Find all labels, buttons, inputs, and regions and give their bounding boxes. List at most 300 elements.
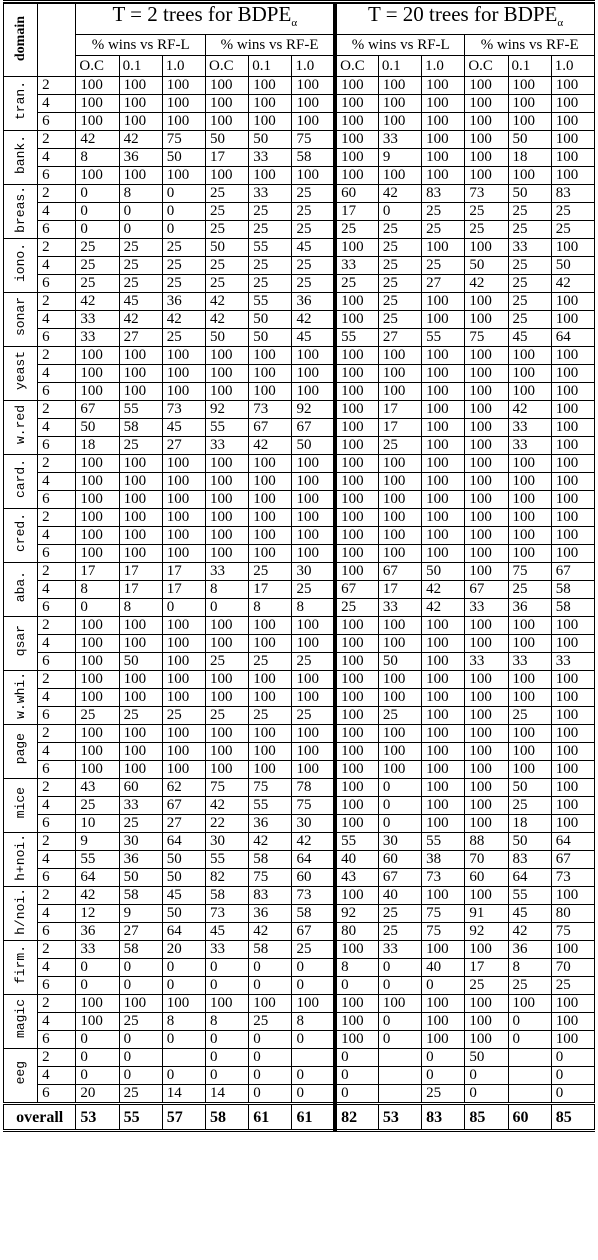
value-cell: 100: [76, 95, 119, 113]
value-cell: 25: [422, 203, 465, 221]
value-cell: 27: [119, 923, 162, 941]
value-cell: 100: [551, 1013, 594, 1031]
value-cell: 0: [508, 1013, 551, 1031]
value-cell: 100: [206, 347, 249, 365]
value-cell: 0: [292, 959, 335, 977]
value-cell: 100: [335, 167, 378, 185]
value-cell: 100: [335, 725, 378, 743]
value-cell: 100: [551, 131, 594, 149]
value-cell: 100: [335, 527, 378, 545]
value-cell: 100: [378, 491, 421, 509]
table-row: [4, 113, 595, 131]
value-cell: 25: [119, 275, 162, 293]
value-cell: [508, 1067, 551, 1085]
value-cell: 100: [422, 437, 465, 455]
value-cell: 55: [249, 293, 292, 311]
value-cell: 100: [422, 383, 465, 401]
domain-cell: [4, 671, 38, 725]
value-cell: 8: [292, 1013, 335, 1031]
value-cell: 58: [206, 887, 249, 905]
table-row: [4, 419, 595, 437]
value-cell: 100: [292, 725, 335, 743]
value-cell: 100: [76, 491, 119, 509]
value-cell: 100: [378, 347, 421, 365]
domain-name: w.red: [12, 405, 28, 445]
value-cell: 100: [422, 743, 465, 761]
value-cell: 20: [76, 1085, 119, 1104]
value-cell: 17: [206, 149, 249, 167]
value-cell: 64: [551, 833, 594, 851]
value-cell: 100: [249, 383, 292, 401]
subgroup-t2-rfl: % wins vs RF-L: [76, 35, 206, 56]
value-cell: 25: [422, 221, 465, 239]
depth-cell: 2: [38, 617, 76, 635]
value-cell: 33: [378, 599, 421, 617]
overall-value: 57: [162, 1104, 205, 1131]
value-cell: 100: [465, 545, 508, 563]
value-cell: 100: [249, 347, 292, 365]
table-row: [4, 383, 595, 401]
value-cell: 100: [508, 113, 551, 131]
value-cell: 0: [162, 1067, 205, 1085]
value-cell: 100: [162, 545, 205, 563]
table-row: [4, 527, 595, 545]
value-cell: 100: [378, 671, 421, 689]
table-row: [4, 185, 595, 203]
value-cell: 80: [335, 923, 378, 941]
value-cell: 58: [249, 851, 292, 869]
table-row: [4, 509, 595, 527]
value-cell: 30: [292, 815, 335, 833]
value-cell: 100: [465, 779, 508, 797]
value-cell: 100: [249, 95, 292, 113]
value-cell: 100: [119, 689, 162, 707]
value-cell: 25: [119, 1085, 162, 1104]
value-cell: 8: [292, 599, 335, 617]
value-cell: 100: [335, 689, 378, 707]
subgroup-t20-rfl: % wins vs RF-L: [335, 35, 465, 56]
value-cell: 25: [162, 275, 205, 293]
depth-cell: 4: [38, 635, 76, 653]
value-cell: 25: [378, 275, 421, 293]
value-cell: 100: [162, 365, 205, 383]
value-cell: 17: [378, 419, 421, 437]
value-cell: 100: [465, 761, 508, 779]
value-cell: 100: [76, 1013, 119, 1031]
value-cell: 100: [76, 527, 119, 545]
value-cell: 25: [249, 275, 292, 293]
value-cell: 100: [378, 167, 421, 185]
value-cell: 100: [292, 509, 335, 527]
value-cell: 100: [335, 653, 378, 671]
depth-cell: 4: [38, 311, 76, 329]
value-cell: 25: [249, 257, 292, 275]
value-cell: 55: [335, 329, 378, 347]
subcolumn-header: 1.0: [551, 56, 594, 77]
value-cell: 100: [465, 239, 508, 257]
table-row: [4, 941, 595, 959]
value-cell: 45: [508, 905, 551, 923]
value-cell: 100: [162, 725, 205, 743]
value-cell: 100: [422, 761, 465, 779]
value-cell: 100: [76, 365, 119, 383]
value-cell: 100: [162, 347, 205, 365]
table-row: [4, 851, 595, 869]
value-cell: 100: [292, 743, 335, 761]
value-cell: 67: [292, 923, 335, 941]
depth-cell: 6: [38, 653, 76, 671]
value-cell: 0: [292, 1067, 335, 1085]
depth-cell: 2: [38, 1049, 76, 1067]
table-row: [4, 311, 595, 329]
value-cell: 100: [465, 995, 508, 1013]
depth-cell: 4: [38, 743, 76, 761]
value-cell: 100: [206, 671, 249, 689]
value-cell: 100: [508, 725, 551, 743]
table-row: [4, 779, 595, 797]
value-cell: 50: [162, 851, 205, 869]
value-cell: 25: [335, 599, 378, 617]
table-row: [4, 239, 595, 257]
value-cell: 50: [551, 257, 594, 275]
depth-cell: 2: [38, 185, 76, 203]
value-cell: 100: [292, 167, 335, 185]
table-row: [4, 221, 595, 239]
table-row: [4, 833, 595, 851]
overall-row: [4, 1104, 595, 1131]
value-cell: 100: [508, 671, 551, 689]
value-cell: 0: [551, 1085, 594, 1104]
value-cell: 100: [119, 761, 162, 779]
value-cell: 50: [378, 653, 421, 671]
group-header-t20-label: T = 20 trees for BDPE: [368, 3, 558, 26]
value-cell: 91: [465, 905, 508, 923]
value-cell: 0: [206, 977, 249, 995]
value-cell: 42: [551, 275, 594, 293]
value-cell: 100: [422, 77, 465, 95]
value-cell: 100: [249, 761, 292, 779]
value-cell: 100: [551, 419, 594, 437]
value-cell: 25: [292, 275, 335, 293]
table-row: [4, 203, 595, 221]
value-cell: 100: [292, 491, 335, 509]
value-cell: 25: [76, 707, 119, 725]
value-cell: 36: [119, 149, 162, 167]
domain-name: yeast: [12, 351, 28, 391]
value-cell: 42: [422, 599, 465, 617]
table-row: [4, 905, 595, 923]
value-cell: 67: [378, 869, 421, 887]
value-cell: 33: [465, 653, 508, 671]
value-cell: 40: [335, 851, 378, 869]
table-row: [4, 1067, 595, 1085]
value-cell: 55: [335, 833, 378, 851]
domain-name: sonar: [12, 297, 28, 337]
domain-cell: [4, 725, 38, 779]
value-cell: 73: [551, 869, 594, 887]
overall-value: 53: [378, 1104, 421, 1131]
value-cell: 9: [76, 833, 119, 851]
value-cell: 42: [508, 401, 551, 419]
value-cell: 75: [206, 779, 249, 797]
value-cell: 0: [76, 221, 119, 239]
domain-name: h/noi.: [12, 887, 28, 935]
depth-cell: 2: [38, 887, 76, 905]
value-cell: 100: [378, 635, 421, 653]
value-cell: 100: [162, 77, 205, 95]
domain-cell: [4, 185, 38, 239]
value-cell: 100: [249, 527, 292, 545]
value-cell: 100: [465, 1031, 508, 1049]
value-cell: 100: [162, 509, 205, 527]
value-cell: 42: [292, 833, 335, 851]
value-cell: 100: [162, 635, 205, 653]
value-cell: 100: [292, 689, 335, 707]
value-cell: 100: [76, 743, 119, 761]
value-cell: 25: [335, 275, 378, 293]
value-cell: 100: [551, 113, 594, 131]
value-cell: 100: [422, 149, 465, 167]
value-cell: 100: [378, 527, 421, 545]
depth-cell: 6: [38, 383, 76, 401]
value-cell: 25: [508, 203, 551, 221]
value-cell: 73: [292, 887, 335, 905]
value-cell: 100: [465, 167, 508, 185]
value-cell: 0: [465, 1067, 508, 1085]
value-cell: 25: [119, 815, 162, 833]
value-cell: 100: [162, 455, 205, 473]
value-cell: 100: [422, 131, 465, 149]
value-cell: 0: [206, 1049, 249, 1067]
value-cell: 100: [162, 95, 205, 113]
value-cell: 25: [119, 1013, 162, 1031]
value-cell: 27: [378, 329, 421, 347]
domain-cell: [4, 401, 38, 455]
value-cell: 100: [119, 743, 162, 761]
value-cell: 100: [76, 617, 119, 635]
value-cell: 64: [551, 329, 594, 347]
value-cell: 33: [508, 239, 551, 257]
overall-value: 85: [465, 1104, 508, 1131]
table-row: [4, 401, 595, 419]
domain-name: qsar: [12, 625, 28, 657]
table-row: [4, 995, 595, 1013]
group-header-t2-label: T = 2 trees for BDPE: [112, 3, 292, 26]
value-cell: 100: [378, 617, 421, 635]
depth-cell: 6: [38, 1085, 76, 1104]
value-cell: 0: [162, 221, 205, 239]
value-cell: 50: [508, 131, 551, 149]
value-cell: 25: [249, 221, 292, 239]
value-cell: 100: [206, 509, 249, 527]
value-cell: 100: [76, 653, 119, 671]
value-cell: 25: [119, 239, 162, 257]
value-cell: 92: [335, 905, 378, 923]
value-cell: 33: [119, 797, 162, 815]
value-cell: 0: [206, 959, 249, 977]
value-cell: 100: [551, 149, 594, 167]
value-cell: 25: [162, 257, 205, 275]
value-cell: 100: [378, 725, 421, 743]
value-cell: 42: [206, 311, 249, 329]
value-cell: 64: [508, 869, 551, 887]
domain-header: [4, 4, 38, 77]
value-cell: 0: [162, 1031, 205, 1049]
domain-cell: [4, 563, 38, 617]
value-cell: 100: [422, 635, 465, 653]
subgroup-t20-rfe: % wins vs RF-E: [465, 35, 595, 56]
table-row: [4, 365, 595, 383]
value-cell: 36: [119, 851, 162, 869]
table-row: [4, 671, 595, 689]
value-cell: 100: [249, 509, 292, 527]
value-cell: 100: [335, 545, 378, 563]
value-cell: 33: [206, 437, 249, 455]
value-cell: 58: [249, 941, 292, 959]
value-cell: 100: [292, 527, 335, 545]
value-cell: 25: [206, 707, 249, 725]
value-cell: 55: [422, 833, 465, 851]
value-cell: 100: [162, 995, 205, 1013]
value-cell: 25: [465, 977, 508, 995]
value-cell: 100: [465, 815, 508, 833]
value-cell: 36: [162, 293, 205, 311]
value-cell: 50: [249, 311, 292, 329]
value-cell: 100: [76, 689, 119, 707]
value-cell: 100: [551, 761, 594, 779]
depth-cell: 6: [38, 761, 76, 779]
value-cell: 100: [465, 707, 508, 725]
value-cell: 64: [162, 923, 205, 941]
value-cell: 50: [162, 149, 205, 167]
value-cell: 100: [422, 617, 465, 635]
value-cell: 100: [378, 689, 421, 707]
value-cell: 25: [422, 1085, 465, 1104]
value-cell: 36: [292, 293, 335, 311]
value-cell: 0: [76, 599, 119, 617]
value-cell: 73: [422, 869, 465, 887]
value-cell: 100: [249, 671, 292, 689]
value-cell: 100: [76, 113, 119, 131]
value-cell: 42: [119, 131, 162, 149]
value-cell: 100: [465, 725, 508, 743]
value-cell: 100: [465, 455, 508, 473]
value-cell: 73: [206, 905, 249, 923]
value-cell: 100: [119, 365, 162, 383]
value-cell: 42: [249, 923, 292, 941]
value-cell: 100: [292, 635, 335, 653]
depth-cell: 2: [38, 239, 76, 257]
value-cell: 100: [76, 473, 119, 491]
domain-name: eeg: [12, 1061, 28, 1085]
value-cell: 100: [162, 617, 205, 635]
value-cell: 100: [465, 473, 508, 491]
value-cell: 100: [551, 77, 594, 95]
table-row: [4, 959, 595, 977]
value-cell: 0: [335, 1067, 378, 1085]
value-cell: 100: [422, 815, 465, 833]
table-row: [4, 455, 595, 473]
depth-cell: 4: [38, 419, 76, 437]
table-row: [4, 635, 595, 653]
value-cell: 50: [119, 653, 162, 671]
value-cell: 100: [465, 347, 508, 365]
value-cell: 30: [378, 833, 421, 851]
value-cell: 100: [162, 689, 205, 707]
value-cell: 100: [335, 293, 378, 311]
value-cell: 100: [119, 491, 162, 509]
value-cell: 100: [465, 509, 508, 527]
value-cell: 33: [76, 311, 119, 329]
value-cell: 25: [162, 239, 205, 257]
value-cell: 0: [378, 779, 421, 797]
value-cell: 45: [292, 239, 335, 257]
value-cell: 25: [508, 977, 551, 995]
value-cell: 100: [335, 617, 378, 635]
value-cell: 25: [292, 185, 335, 203]
value-cell: 100: [551, 509, 594, 527]
value-cell: 100: [508, 455, 551, 473]
value-cell: 100: [465, 563, 508, 581]
depth-cell: 4: [38, 905, 76, 923]
value-cell: 0: [508, 1031, 551, 1049]
value-cell: 100: [551, 1031, 594, 1049]
value-cell: 100: [292, 347, 335, 365]
value-cell: 100: [76, 761, 119, 779]
value-cell: 25: [292, 707, 335, 725]
value-cell: 25: [378, 293, 421, 311]
value-cell: 25: [378, 707, 421, 725]
value-cell: 25: [76, 257, 119, 275]
value-cell: 100: [422, 419, 465, 437]
table-row: [4, 95, 595, 113]
value-cell: 100: [551, 815, 594, 833]
value-cell: 92: [206, 401, 249, 419]
value-cell: 0: [378, 797, 421, 815]
value-cell: 33: [551, 653, 594, 671]
domain-header-label: domain: [12, 16, 28, 62]
subcolumn-header-row: [4, 56, 595, 77]
value-cell: 88: [465, 833, 508, 851]
value-cell: 25: [162, 707, 205, 725]
value-cell: 36: [508, 599, 551, 617]
value-cell: 0: [206, 1067, 249, 1085]
value-cell: 100: [551, 671, 594, 689]
depth-cell: 6: [38, 221, 76, 239]
value-cell: [378, 1085, 421, 1104]
value-cell: 100: [465, 689, 508, 707]
value-cell: 42: [76, 131, 119, 149]
value-cell: 100: [335, 761, 378, 779]
value-cell: 42: [206, 797, 249, 815]
value-cell: 58: [292, 905, 335, 923]
overall-label: overall: [4, 1104, 76, 1131]
value-cell: 100: [335, 455, 378, 473]
value-cell: 100: [335, 1013, 378, 1031]
subcolumn-header: 0.1: [249, 56, 292, 77]
table-row: [4, 131, 595, 149]
depth-cell: 6: [38, 167, 76, 185]
value-cell: 100: [551, 995, 594, 1013]
value-cell: 100: [508, 743, 551, 761]
value-cell: 100: [249, 725, 292, 743]
value-cell: 73: [465, 185, 508, 203]
value-cell: 100: [378, 743, 421, 761]
value-cell: 25: [76, 239, 119, 257]
table-row: [4, 689, 595, 707]
value-cell: 100: [465, 293, 508, 311]
value-cell: 22: [206, 815, 249, 833]
